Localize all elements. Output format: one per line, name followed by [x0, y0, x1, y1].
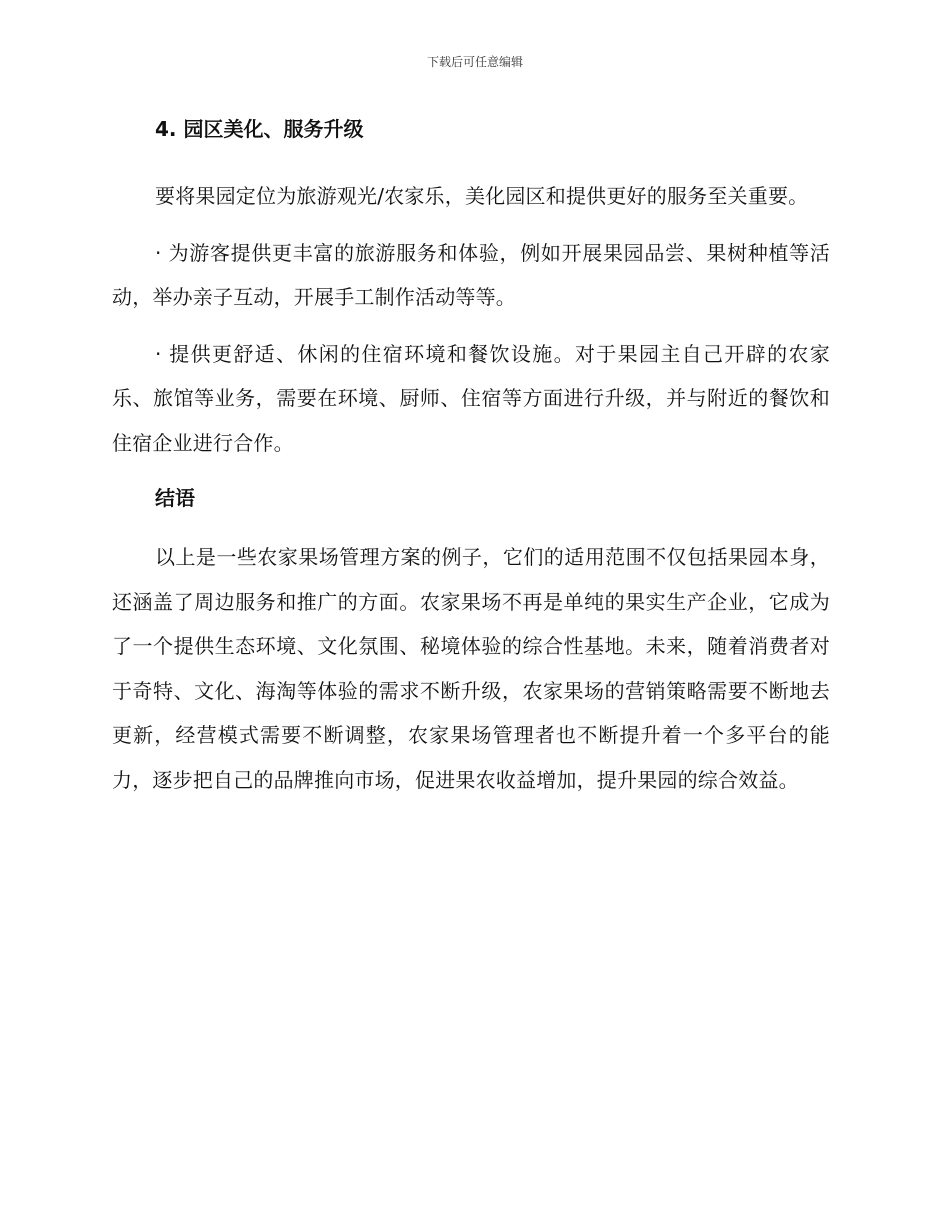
document-body [112, 114, 830, 802]
conclusion-heading: 结语 [155, 486, 195, 510]
page-header: 下载后可任意编辑 [426, 55, 523, 69]
conclusion-paragraph: 以上是一些农家果场管理方案的例子，它们的适用范围不仅包括果园本身，还涵盖了周边服务和推广的方面。农家果场不再是单纯的果实生产企业，它成为了一个提供生态环境、文化氛围、秘境体验的综合性基地。未来，随着消费者对于奇特、文化、海淘等体验的需求不断升级，农家果场的营销策略需要不断地去更新，经营模式需要不断调整，农家果场管理者也不断提升着一个多平台的能力，逐步把自己的品牌推向市场，促进果农收益增加，提升果园的综合效益。 [112, 545, 830, 792]
paragraph-intro: 要将果园定位为旅游观光/农家乐，美化园区和提供更好的服务至关重要。 [155, 184, 809, 208]
paragraph-bullet-services: · 为游客提供更丰富的旅游服务和体验，例如开展果园品尝、果树种植等活动，举办亲子互动，开展手工制作活动等等。 [112, 240, 830, 309]
paragraph-bullet-accommodation: · 提供更舒适、休闲的住宿环境和餐饮设施。对于果园主自己开辟的农家乐、旅馆等业务，需要在环境、厨师、住宿等方面进行升级，并与附近的餐饮和住宿企业进行合作。 [112, 341, 830, 455]
section-heading: 4. 园区美化、服务升级 [155, 117, 364, 141]
